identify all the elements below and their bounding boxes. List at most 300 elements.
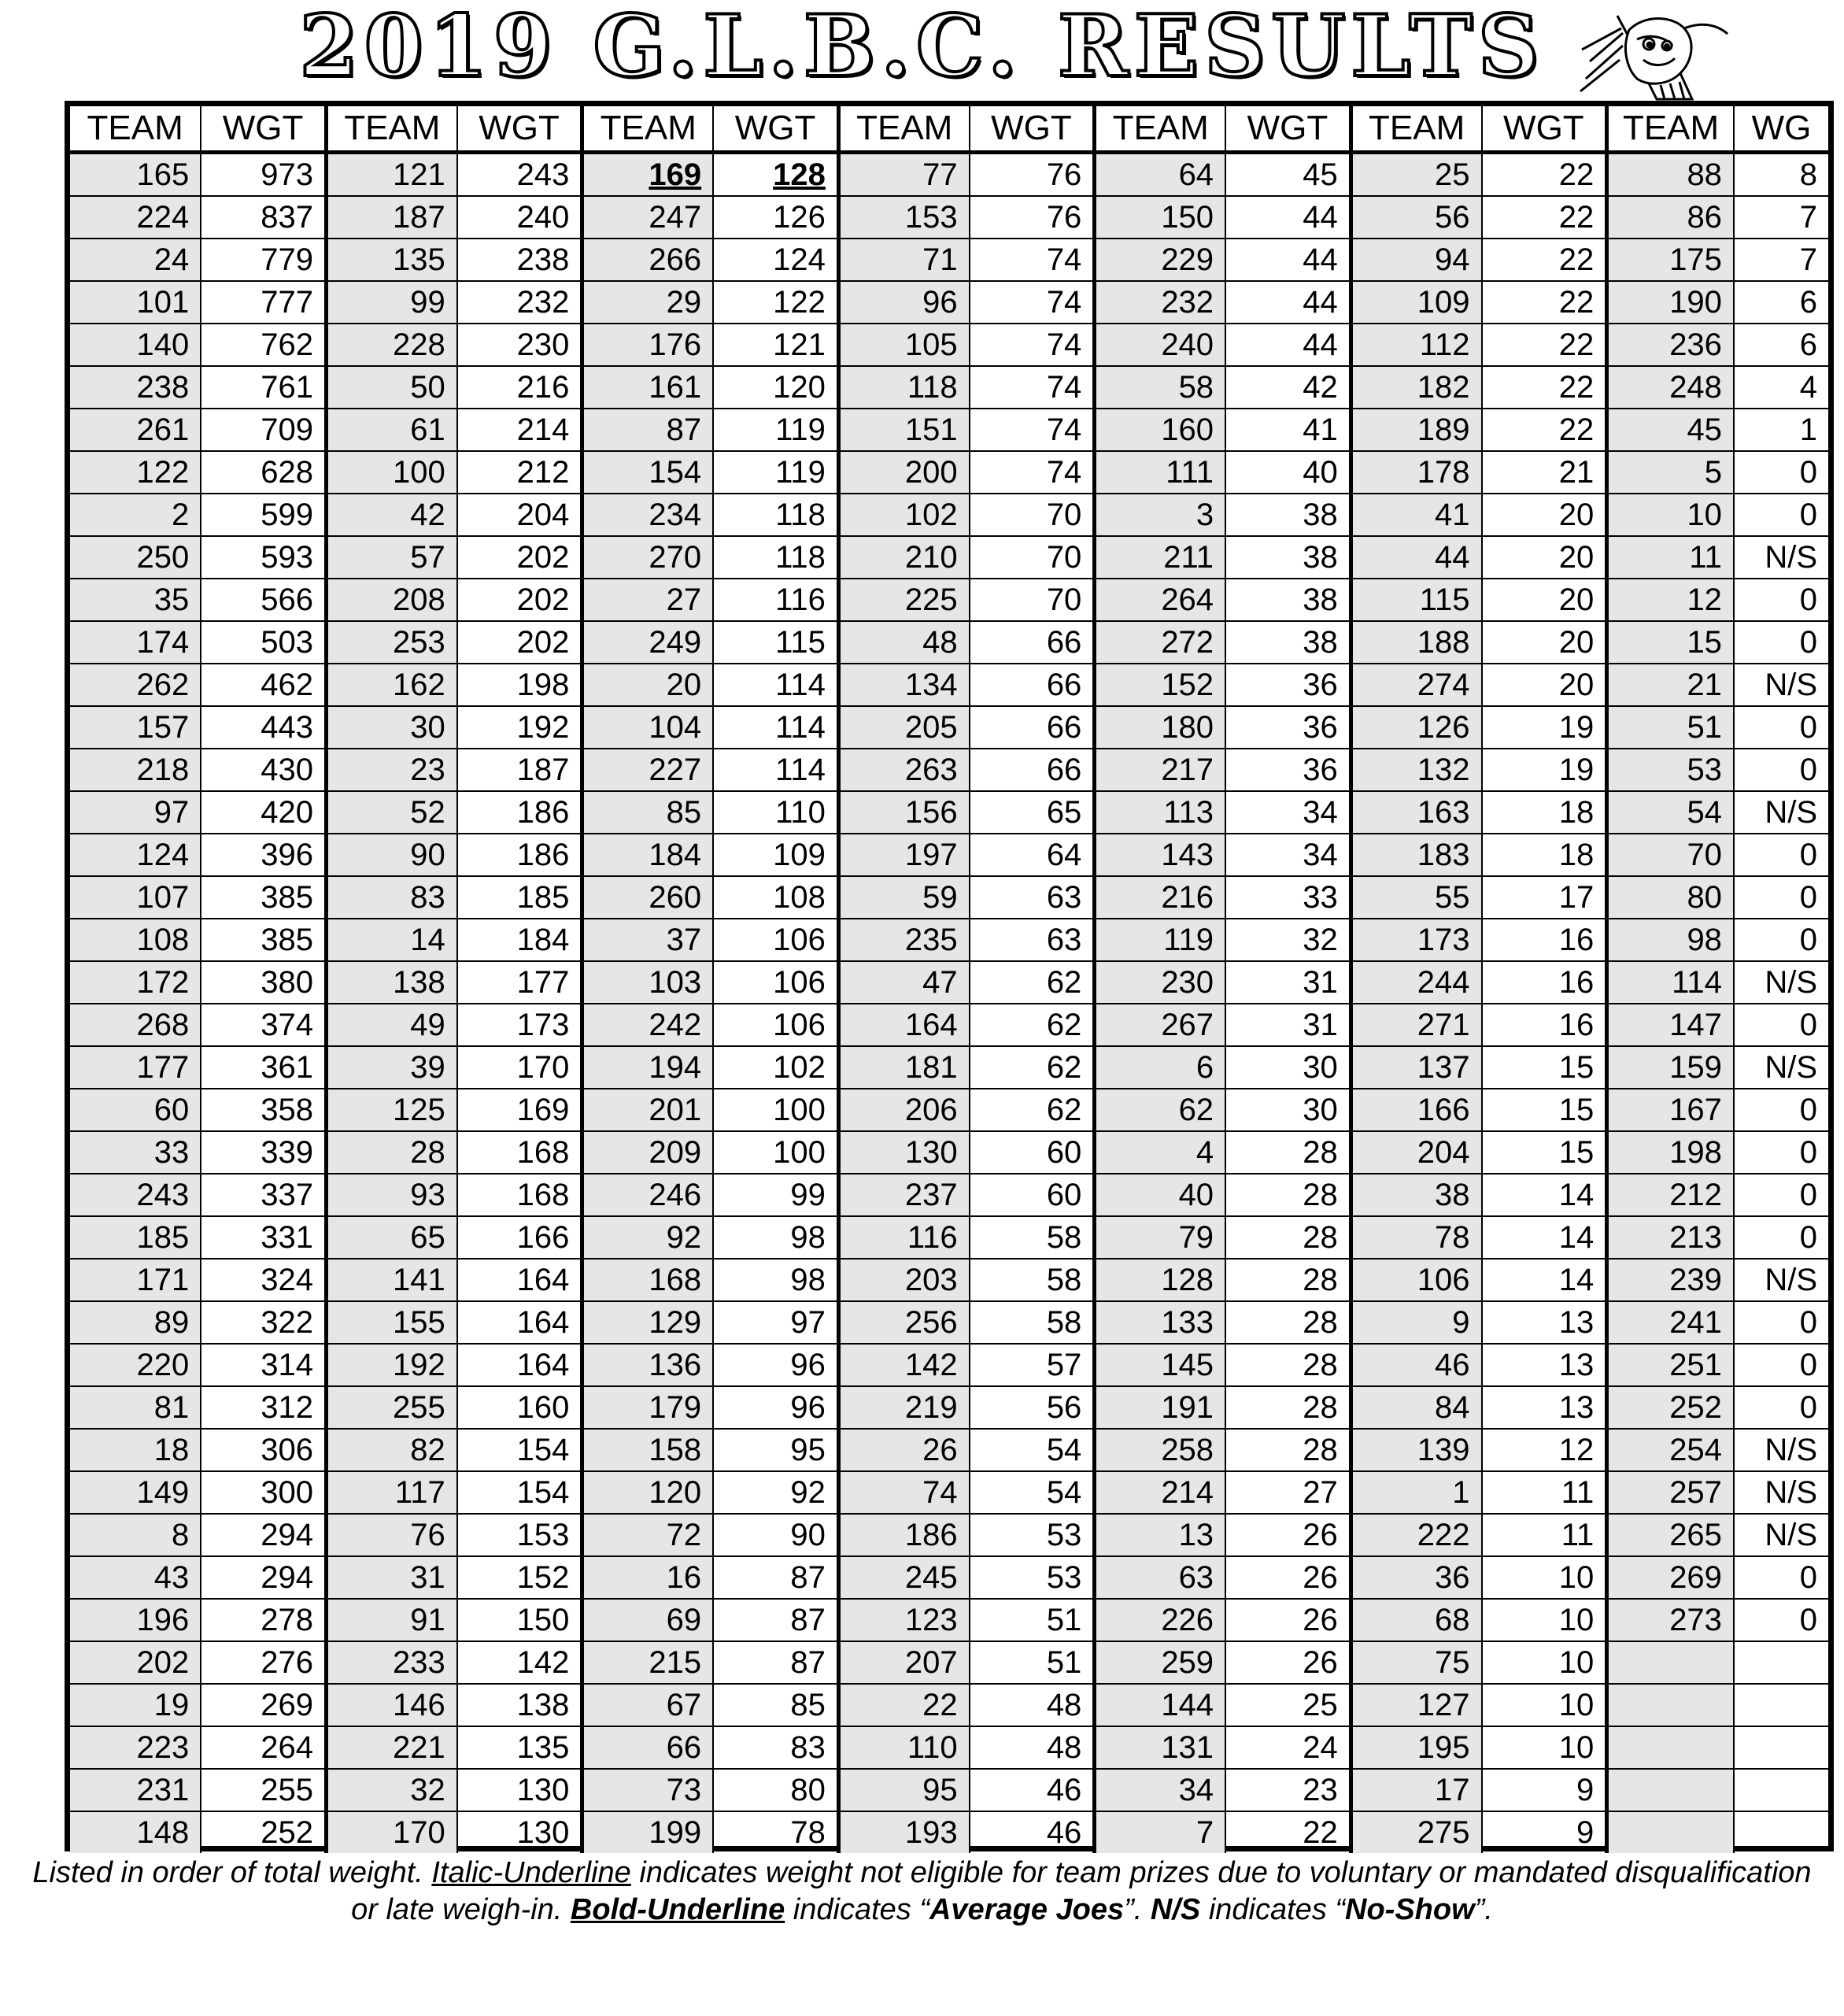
weight-cell: 114 <box>713 706 838 749</box>
weight-cell: 106 <box>713 1004 838 1046</box>
team-number-cell: 147 <box>1607 1004 1734 1046</box>
team-number-cell: 10 <box>1607 494 1734 536</box>
footnote-text: indicates weight not eligible for team prizes due to voluntary or mandated disqualification or late weigh-in. <box>351 1856 1812 1926</box>
results-table <box>70 106 1828 1853</box>
table-row <box>70 366 1828 409</box>
table-row <box>70 1471 1828 1514</box>
team-number-cell: 63 <box>1095 1556 1225 1599</box>
team-number-cell: 199 <box>582 1811 713 1853</box>
weight-cell: 30 <box>1225 1089 1351 1131</box>
team-number-cell: 24 <box>70 239 201 281</box>
weight-cell: 462 <box>201 664 326 706</box>
weight-cell: 44 <box>1225 239 1351 281</box>
weight-cell: 57 <box>970 1344 1095 1386</box>
team-number-cell: 27 <box>582 579 713 621</box>
footnote-bold-underline-term: Bold-Underline <box>570 1893 785 1926</box>
team-number-cell: 49 <box>326 1004 456 1046</box>
footnote-average-joes-term: Average Joes <box>929 1893 1125 1926</box>
weight-cell: 58 <box>970 1216 1095 1259</box>
team-number-cell: 119 <box>1095 919 1225 961</box>
team-number-cell: 157 <box>70 706 201 749</box>
team-number-cell: 254 <box>1607 1429 1734 1471</box>
weight-cell: 22 <box>1482 196 1607 239</box>
team-number-cell: 26 <box>838 1429 969 1471</box>
weight-cell: N/S <box>1734 1429 1828 1471</box>
team-number-cell: 50 <box>326 366 456 409</box>
team-number-cell: 82 <box>326 1429 456 1471</box>
team-number-cell: 251 <box>1607 1344 1734 1386</box>
team-number-cell: 264 <box>1095 579 1225 621</box>
weight-cell: 599 <box>201 494 326 536</box>
team-number-cell: 231 <box>70 1769 201 1811</box>
team-number-cell: 12 <box>1607 579 1734 621</box>
footnote-text: ”. <box>1124 1893 1151 1926</box>
footnote <box>31 1855 1813 1929</box>
weight-cell: 74 <box>970 451 1095 494</box>
weight-cell: 40 <box>1225 451 1351 494</box>
team-number-cell: 238 <box>70 366 201 409</box>
footnote-text: Listed in order of total weight. <box>32 1856 432 1889</box>
team-number-cell: 268 <box>70 1004 201 1046</box>
team-number-cell: 200 <box>838 451 969 494</box>
weight-cell: 66 <box>970 621 1095 664</box>
team-number-cell: 177 <box>70 1046 201 1089</box>
weight-cell: 70 <box>970 579 1095 621</box>
weight-cell: 54 <box>970 1471 1095 1514</box>
team-number-cell: 252 <box>1607 1386 1734 1429</box>
team-column-header: TEAM <box>326 106 456 153</box>
weight-cell: 74 <box>970 324 1095 366</box>
weight-cell: 358 <box>201 1089 326 1131</box>
team-number-cell: 32 <box>326 1769 456 1811</box>
team-number-cell: 112 <box>1351 324 1481 366</box>
weight-cell: 164 <box>457 1344 582 1386</box>
team-number-cell: 256 <box>838 1301 969 1344</box>
team-number-cell: 193 <box>838 1811 969 1853</box>
team-number-cell: 142 <box>838 1344 969 1386</box>
table-row <box>70 536 1828 579</box>
weight-cell: 42 <box>1225 366 1351 409</box>
weight-cell: 13 <box>1482 1301 1607 1344</box>
weight-cell: 11 <box>1482 1514 1607 1556</box>
team-number-cell: 91 <box>326 1599 456 1641</box>
weight-cell: 361 <box>201 1046 326 1089</box>
weight-cell: 31 <box>1225 1004 1351 1046</box>
team-number-cell: 178 <box>1351 451 1481 494</box>
team-number-cell: 153 <box>838 196 969 239</box>
team-number-cell: 33 <box>70 1131 201 1174</box>
weight-cell: 128 <box>713 153 838 197</box>
team-number-cell: 73 <box>582 1769 713 1811</box>
weight-cell: 30 <box>1225 1046 1351 1089</box>
weight-cell: 44 <box>1225 281 1351 324</box>
footnote-italic-underline-term: Italic-Underline <box>431 1856 631 1889</box>
team-number-cell: 92 <box>582 1216 713 1259</box>
weight-cell: 0 <box>1734 1004 1828 1046</box>
table-row <box>70 281 1828 324</box>
weight-cell: 4 <box>1734 366 1828 409</box>
table-row <box>70 1429 1828 1471</box>
weight-cell: 92 <box>713 1471 838 1514</box>
team-number-cell: 161 <box>582 366 713 409</box>
weight-cell: 173 <box>457 1004 582 1046</box>
weight-cell: 58 <box>970 1301 1095 1344</box>
team-number-cell: 183 <box>1351 834 1481 876</box>
weight-cell: 7 <box>1734 196 1828 239</box>
weight-cell: 0 <box>1734 919 1828 961</box>
team-number-cell: 99 <box>326 281 456 324</box>
team-number-cell: 2 <box>70 494 201 536</box>
weight-cell: 243 <box>457 153 582 197</box>
weight-cell: 53 <box>970 1514 1095 1556</box>
weight-cell: 168 <box>457 1174 582 1216</box>
team-number-cell: 140 <box>70 324 201 366</box>
team-number-cell: 263 <box>838 749 969 791</box>
team-number-cell: 79 <box>1095 1216 1225 1259</box>
team-number-cell: 66 <box>582 1726 713 1769</box>
team-number-cell: 38 <box>1351 1174 1481 1216</box>
weight-cell: 396 <box>201 834 326 876</box>
team-number-cell: 25 <box>1351 153 1481 197</box>
team-number-cell: 151 <box>838 409 969 451</box>
weight-cell: 28 <box>1225 1259 1351 1301</box>
weight-cell: 761 <box>201 366 326 409</box>
weight-cell: 240 <box>457 196 582 239</box>
weight-cell <box>1734 1641 1828 1684</box>
weight-cell: 9 <box>1482 1769 1607 1811</box>
weight-cell: 20 <box>1482 579 1607 621</box>
weight-cell: 19 <box>1482 706 1607 749</box>
team-number-cell: 9 <box>1351 1301 1481 1344</box>
weight-cell: 78 <box>713 1811 838 1853</box>
team-column-header: TEAM <box>1607 106 1734 153</box>
weight-cell: 87 <box>713 1599 838 1641</box>
weight-cell: 80 <box>713 1769 838 1811</box>
weight-cell: 66 <box>970 664 1095 706</box>
team-number-cell: 59 <box>838 876 969 919</box>
weight-cell: 593 <box>201 536 326 579</box>
team-number-cell: 134 <box>838 664 969 706</box>
weight-cell: 22 <box>1225 1811 1351 1853</box>
team-number-cell: 201 <box>582 1089 713 1131</box>
team-number-cell: 106 <box>1351 1259 1481 1301</box>
team-number-cell: 48 <box>838 621 969 664</box>
weight-cell: N/S <box>1734 536 1828 579</box>
weight-cell: 100 <box>713 1131 838 1174</box>
weight-cell: 11 <box>1482 1471 1607 1514</box>
weight-cell: 62 <box>970 1046 1095 1089</box>
weight-cell: 106 <box>713 919 838 961</box>
weight-cell: 44 <box>1225 196 1351 239</box>
weight-cell: 114 <box>713 749 838 791</box>
table-row <box>70 409 1828 451</box>
team-number-cell: 113 <box>1095 791 1225 834</box>
weight-cell: 252 <box>201 1811 326 1853</box>
weight-cell: 65 <box>970 791 1095 834</box>
team-number-cell: 120 <box>582 1471 713 1514</box>
team-number-cell: 158 <box>582 1429 713 1471</box>
team-number-cell: 7 <box>1095 1811 1225 1853</box>
weight-cell: 6 <box>1734 281 1828 324</box>
weight-cell: 34 <box>1225 791 1351 834</box>
weight-cell: 300 <box>201 1471 326 1514</box>
weight-cell: 380 <box>201 961 326 1004</box>
team-number-cell: 118 <box>838 366 969 409</box>
team-number-cell: 71 <box>838 239 969 281</box>
weight-cell: 96 <box>713 1386 838 1429</box>
team-number-cell: 128 <box>1095 1259 1225 1301</box>
weight-cell: 48 <box>970 1684 1095 1726</box>
weight-cell: 331 <box>201 1216 326 1259</box>
weight-column-header: WG <box>1734 106 1828 153</box>
weight-cell: 198 <box>457 664 582 706</box>
team-number-cell: 174 <box>70 621 201 664</box>
weight-cell: 0 <box>1734 1301 1828 1344</box>
team-column-header: TEAM <box>1095 106 1225 153</box>
weight-cell: 1 <box>1734 409 1828 451</box>
team-number-cell: 105 <box>838 324 969 366</box>
weight-cell: 8 <box>1734 153 1828 197</box>
team-number-cell: 168 <box>582 1259 713 1301</box>
team-number-cell: 184 <box>582 834 713 876</box>
footnote-text: ”. <box>1474 1893 1493 1926</box>
weight-column-header: WGT <box>201 106 326 153</box>
weight-cell <box>1734 1811 1828 1853</box>
team-number-cell: 182 <box>1351 366 1481 409</box>
team-number-cell: 223 <box>70 1726 201 1769</box>
team-number-cell: 202 <box>70 1641 201 1684</box>
weight-cell: 22 <box>1482 153 1607 197</box>
weight-cell: 130 <box>457 1769 582 1811</box>
team-number-cell: 160 <box>1095 409 1225 451</box>
team-number-cell: 45 <box>1607 409 1734 451</box>
weight-cell: 60 <box>970 1131 1095 1174</box>
team-number-cell: 5 <box>1607 451 1734 494</box>
table-row <box>70 239 1828 281</box>
team-number-cell: 175 <box>1607 239 1734 281</box>
weight-cell: 56 <box>970 1386 1095 1429</box>
weight-cell: 17 <box>1482 876 1607 919</box>
team-number-cell: 37 <box>582 919 713 961</box>
weight-cell: 74 <box>970 409 1095 451</box>
team-number-cell <box>1607 1641 1734 1684</box>
team-number-cell: 74 <box>838 1471 969 1514</box>
weight-cell: 152 <box>457 1556 582 1599</box>
table-row <box>70 706 1828 749</box>
team-number-cell: 239 <box>1607 1259 1734 1301</box>
team-number-cell: 67 <box>582 1684 713 1726</box>
weight-cell: 6 <box>1734 324 1828 366</box>
table-row <box>70 451 1828 494</box>
team-number-cell: 195 <box>1351 1726 1481 1769</box>
team-number-cell: 130 <box>838 1131 969 1174</box>
weight-cell: 25 <box>1225 1684 1351 1726</box>
weight-cell: 41 <box>1225 409 1351 451</box>
weight-cell: 119 <box>713 409 838 451</box>
team-number-cell: 136 <box>582 1344 713 1386</box>
team-number-cell: 224 <box>70 196 201 239</box>
weight-cell: 98 <box>713 1216 838 1259</box>
team-number-cell: 218 <box>70 749 201 791</box>
weight-cell: 85 <box>713 1684 838 1726</box>
team-number-cell: 188 <box>1351 621 1481 664</box>
weight-cell: N/S <box>1734 1259 1828 1301</box>
team-number-cell: 248 <box>1607 366 1734 409</box>
team-number-cell: 211 <box>1095 536 1225 579</box>
team-number-cell: 154 <box>582 451 713 494</box>
team-number-cell: 102 <box>838 494 969 536</box>
weight-cell: 185 <box>457 876 582 919</box>
page-title: 2019 G.L.B.C. RESULTS <box>299 0 1545 96</box>
team-number-cell: 222 <box>1351 1514 1481 1556</box>
weight-cell: 16 <box>1482 1004 1607 1046</box>
weight-cell: N/S <box>1734 1046 1828 1089</box>
weight-cell: 15 <box>1482 1046 1607 1089</box>
team-number-cell: 40 <box>1095 1174 1225 1216</box>
weight-cell: 212 <box>457 451 582 494</box>
team-number-cell: 192 <box>326 1344 456 1386</box>
weight-cell: 76 <box>970 196 1095 239</box>
table-row <box>70 1301 1828 1344</box>
table-row <box>70 1004 1828 1046</box>
team-number-cell: 205 <box>838 706 969 749</box>
team-number-cell: 144 <box>1095 1684 1225 1726</box>
team-number-cell: 16 <box>582 1556 713 1599</box>
team-number-cell: 107 <box>70 876 201 919</box>
weight-cell: 142 <box>457 1641 582 1684</box>
team-number-cell: 236 <box>1607 324 1734 366</box>
weight-cell: 202 <box>457 579 582 621</box>
team-number-cell: 125 <box>326 1089 456 1131</box>
team-number-cell: 234 <box>582 494 713 536</box>
weight-cell: 7 <box>1734 239 1828 281</box>
team-number-cell: 95 <box>838 1769 969 1811</box>
team-column-header: TEAM <box>1351 106 1481 153</box>
weight-cell: 294 <box>201 1514 326 1556</box>
weight-cell: 192 <box>457 706 582 749</box>
team-number-cell: 14 <box>326 919 456 961</box>
weight-cell: 314 <box>201 1344 326 1386</box>
team-number-cell: 190 <box>1607 281 1734 324</box>
table-row <box>70 494 1828 536</box>
team-number-cell: 114 <box>1607 961 1734 1004</box>
team-number-cell: 103 <box>582 961 713 1004</box>
team-number-cell: 241 <box>1607 1301 1734 1344</box>
weight-cell: 26 <box>1225 1641 1351 1684</box>
team-number-cell: 121 <box>326 153 456 197</box>
weight-cell: 130 <box>457 1811 582 1853</box>
weight-cell: 110 <box>713 791 838 834</box>
team-number-cell: 60 <box>70 1089 201 1131</box>
weight-cell: 28 <box>1225 1301 1351 1344</box>
team-number-cell: 165 <box>70 153 201 197</box>
team-number-cell: 244 <box>1351 961 1481 1004</box>
team-number-cell: 101 <box>70 281 201 324</box>
team-number-cell: 240 <box>1095 324 1225 366</box>
weight-cell: 83 <box>713 1726 838 1769</box>
team-number-cell: 52 <box>326 791 456 834</box>
team-number-cell: 266 <box>582 239 713 281</box>
table-row <box>70 1089 1828 1131</box>
team-number-cell: 203 <box>838 1259 969 1301</box>
team-number-cell: 273 <box>1607 1599 1734 1641</box>
weight-cell: 121 <box>713 324 838 366</box>
weight-cell: 116 <box>713 579 838 621</box>
weight-cell: 108 <box>713 876 838 919</box>
weight-cell: 36 <box>1225 706 1351 749</box>
weight-cell: 22 <box>1482 239 1607 281</box>
table-row <box>70 1131 1828 1174</box>
team-number-cell: 39 <box>326 1046 456 1089</box>
weight-cell: 18 <box>1482 791 1607 834</box>
team-number-cell: 35 <box>70 579 201 621</box>
team-number-cell: 96 <box>838 281 969 324</box>
weight-cell: 0 <box>1734 451 1828 494</box>
weight-cell: 0 <box>1734 494 1828 536</box>
team-number-cell: 77 <box>838 153 969 197</box>
team-number-cell: 191 <box>1095 1386 1225 1429</box>
team-number-cell: 110 <box>838 1726 969 1769</box>
team-number-cell: 149 <box>70 1471 201 1514</box>
team-number-cell: 53 <box>1607 749 1734 791</box>
team-number-cell: 64 <box>1095 153 1225 197</box>
weight-cell: 28 <box>1225 1344 1351 1386</box>
team-number-cell: 155 <box>326 1301 456 1344</box>
team-number-cell: 212 <box>1607 1174 1734 1216</box>
weight-cell: 154 <box>457 1471 582 1514</box>
weight-column-header: WGT <box>1225 106 1351 153</box>
team-number-cell <box>1607 1726 1734 1769</box>
team-number-cell: 20 <box>582 664 713 706</box>
weight-cell: 26 <box>1225 1514 1351 1556</box>
team-number-cell: 186 <box>838 1514 969 1556</box>
weight-cell: 66 <box>970 706 1095 749</box>
team-number-cell: 124 <box>70 834 201 876</box>
team-number-cell: 13 <box>1095 1514 1225 1556</box>
team-number-cell: 228 <box>326 324 456 366</box>
table-row <box>70 196 1828 239</box>
weight-cell: 20 <box>1482 536 1607 579</box>
team-number-cell: 70 <box>1607 834 1734 876</box>
weight-column-header: WGT <box>970 106 1095 153</box>
team-number-cell: 214 <box>1095 1471 1225 1514</box>
team-number-cell: 15 <box>1607 621 1734 664</box>
weight-cell: 20 <box>1482 494 1607 536</box>
table-row <box>70 1684 1828 1726</box>
weight-cell: 53 <box>970 1556 1095 1599</box>
team-number-cell: 219 <box>838 1386 969 1429</box>
weight-cell: 60 <box>970 1174 1095 1216</box>
weight-cell: 97 <box>713 1301 838 1344</box>
team-number-cell: 62 <box>1095 1089 1225 1131</box>
team-number-cell: 36 <box>1351 1556 1481 1599</box>
team-number-cell: 197 <box>838 834 969 876</box>
table-row <box>70 961 1828 1004</box>
weight-cell <box>1734 1684 1828 1726</box>
weight-cell: 46 <box>970 1811 1095 1853</box>
weight-cell: 160 <box>457 1386 582 1429</box>
weight-cell: 118 <box>713 494 838 536</box>
header-row <box>70 106 1828 153</box>
weight-cell: 38 <box>1225 494 1351 536</box>
team-number-cell: 171 <box>70 1259 201 1301</box>
team-number-cell: 84 <box>1351 1386 1481 1429</box>
team-number-cell <box>1607 1684 1734 1726</box>
team-number-cell: 117 <box>326 1471 456 1514</box>
weight-cell: 9 <box>1482 1811 1607 1853</box>
team-number-cell: 23 <box>326 749 456 791</box>
team-number-cell: 173 <box>1351 919 1481 961</box>
